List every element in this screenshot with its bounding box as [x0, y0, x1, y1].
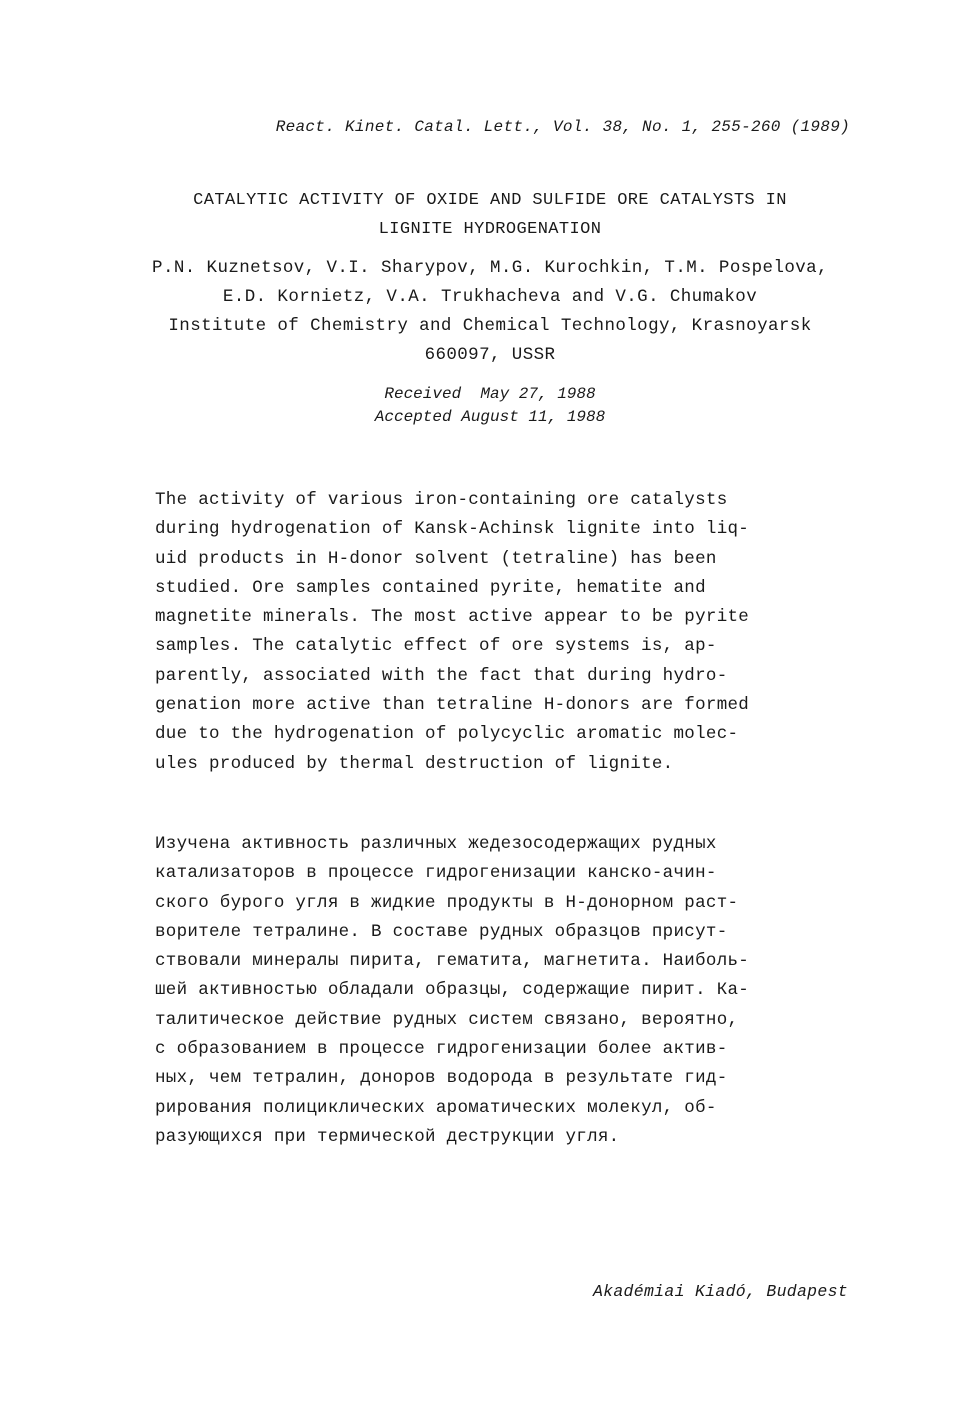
- paper-title: [120, 186, 860, 244]
- abstract-line: талитическое действие рудных систем связано, вероятно,: [155, 1009, 739, 1030]
- abstract-line: Изучена активность различных жедезосодержащих рудных: [155, 834, 717, 854]
- abstract-line: ules produced by thermal destruction of lignite.: [155, 753, 674, 774]
- abstract-line: ствовали минералы пирита, гематита, магнетита. Наиболь-: [155, 951, 750, 972]
- author-block: [100, 254, 880, 370]
- accepted-date: Accepted August 11, 1988: [374, 408, 606, 426]
- abstract-line: The activity of various iron-containing ore catalysts: [155, 490, 728, 510]
- abstract-line: рирования полициклических ароматических молекул, об-: [155, 1097, 717, 1118]
- author-list: P.N. Kuznetsov, V.I. Sharypov, M.G. Kurochkin, T.M. Pospelova,: [152, 258, 828, 278]
- title-line: CATALYTIC ACTIVITY OF OXIDE AND SULFIDE ORE CATALYSTS IN: [193, 191, 787, 210]
- abstract-line: samples. The catalytic effect of ore systems is, ap-: [155, 636, 717, 657]
- abstract-line: ных, чем тетралин, доноров водорода в результате гид-: [155, 1068, 728, 1089]
- affiliation: Institute of Chemistry and Chemical Technology, Krasnoyarsk: [168, 316, 812, 336]
- abstract-russian: [155, 830, 835, 1152]
- abstract-line: шей активностью обладали образцы, содержащие пирит. Ка-: [155, 980, 750, 1001]
- abstract-english: [155, 486, 835, 779]
- abstract-line: studied. Ore samples contained pyrite, hematite and: [155, 577, 706, 598]
- abstract-line: разующихся при термической деструкции угля.: [155, 1126, 620, 1147]
- abstract-line: ского бурого угля в жидкие продукты в Н-донорном раст-: [155, 892, 739, 913]
- author-list: E.D. Kornietz, V.A. Trukhacheva and V.G. Chumakov: [222, 287, 758, 307]
- abstract-line: ворителе тетралине. В составе рудных образцов присут-: [155, 921, 728, 942]
- abstract-line: parently, associated with the fact that during hydro-: [155, 665, 728, 686]
- submission-dates: [240, 383, 740, 429]
- affiliation: 660097, USSR: [424, 345, 556, 365]
- journal-citation: React. Kinet. Catal. Lett., Vol. 38, No. 1, 255-260 (1989): [275, 118, 850, 136]
- abstract-line: during hydrogenation of Kansk-Achinsk lignite into liq-: [155, 519, 750, 540]
- abstract-line: due to the hydrogenation of polycyclic aromatic molec-: [155, 724, 739, 745]
- publisher-imprint: Akadémiai Kiadó, Budapest: [592, 1282, 848, 1301]
- abstract-line: катализаторов в процессе гидрогенизации канско-ачин-: [155, 863, 717, 884]
- abstract-line: magnetite minerals. The most active appear to be pyrite: [155, 607, 750, 628]
- abstract-line: genation more active than tetraline H-donors are formed: [155, 695, 750, 716]
- abstract-line: uid products in H-donor solvent (tetraline) has been: [155, 548, 717, 569]
- received-date: Received May 27, 1988: [384, 385, 596, 403]
- abstract-line: с образованием в процессе гидрогенизации более актив-: [155, 1039, 728, 1060]
- title-line: LIGNITE HYDROGENATION: [378, 220, 602, 239]
